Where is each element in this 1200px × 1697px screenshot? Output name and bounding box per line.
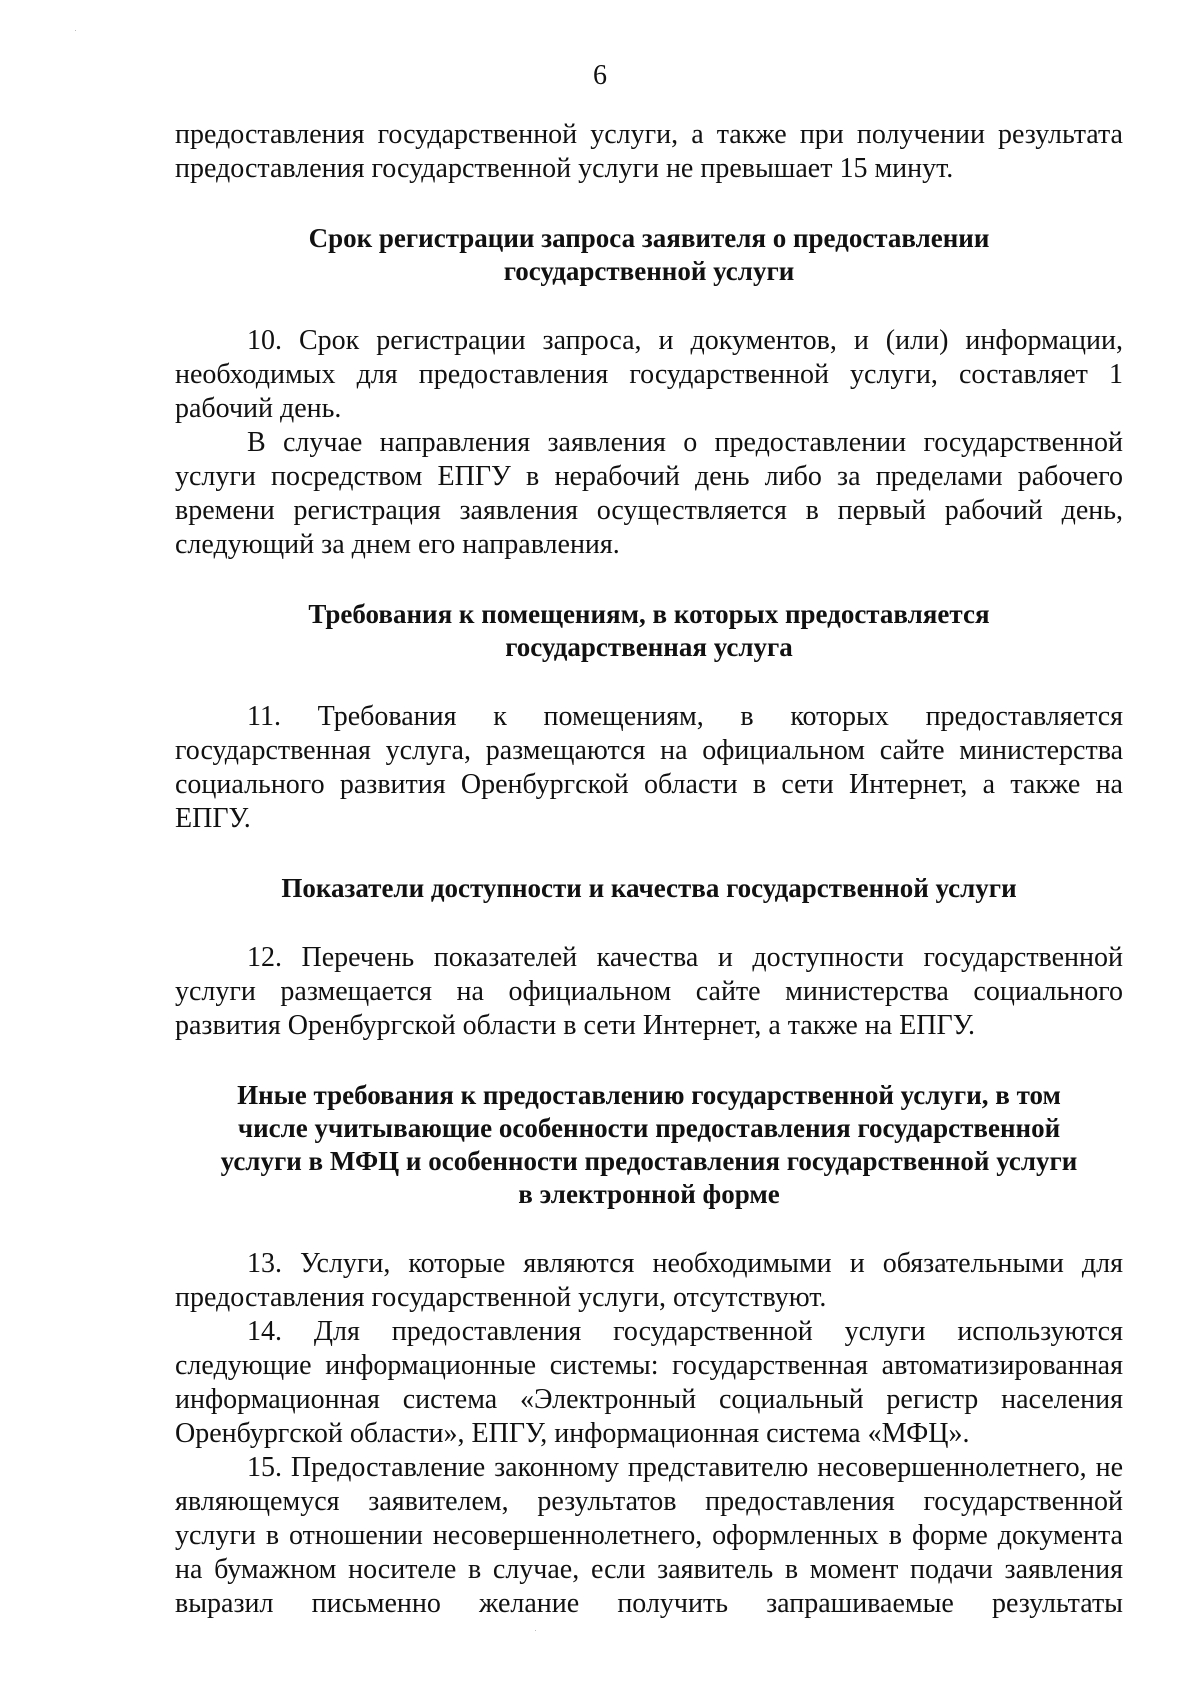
heading-line: Иные требования к предоставлению государственной услуги, в том xyxy=(237,1080,1061,1110)
document-body xyxy=(175,118,1123,1621)
paragraph-12: 12. Перечень показателей качества и доступности государственной услуги размещается на официальном сайте министерства социального развития Оренбургской области в сети Интернет, а также на ЕПГУ. xyxy=(175,942,1123,1041)
section-heading-accessibility-indicators xyxy=(175,872,1123,905)
paragraph-continuation: предоставления государственной услуги, а также при получении результата предоставления государственной услуги не превышает 15 минут. xyxy=(175,119,1123,184)
heading-line: услуги в МФЦ и особенности предоставления государственной услуги xyxy=(220,1146,1078,1176)
paragraph-10: 10. Срок регистрации запроса, и документов, и (или) информации, необходимых для предоставления государственной услуги, составляет 1 рабочий день. xyxy=(175,325,1123,424)
heading-line: Срок регистрации запроса заявителя о предоставлении xyxy=(308,223,990,253)
paragraph-10-continued: В случае направления заявления о предоставлении государственной услуги посредством ЕПГУ в нерабочий день либо за пределами рабочего времени регистрация заявления осуществляется в первый рабочий день, следующий за днем его направления. xyxy=(175,427,1123,560)
scan-artifact xyxy=(75,30,76,31)
section-heading-registration-term xyxy=(175,222,1123,288)
page-number: 6 xyxy=(593,60,607,91)
paragraph-13: 13. Услуги, которые являются необходимыми и обязательными для предоставления государственной услуги, отсутствуют. xyxy=(175,1248,1123,1313)
section-heading-premises-requirements xyxy=(175,598,1123,664)
heading-line: в электронной форме xyxy=(518,1179,780,1209)
heading-line: числе учитывающие особенности предоставления государственной xyxy=(237,1113,1061,1143)
paragraph-14: 14. Для предоставления государственной услуги используются следующие информационные системы: государственная автоматизированная информационная система «Электронный социальный регистр населения Оренбургской области», ЕПГУ, информационная система «МФЦ». xyxy=(175,1316,1123,1449)
section-heading-other-requirements xyxy=(175,1079,1123,1211)
paragraph-15: 15. Предоставление законному представителю несовершеннолетнего, не являющемуся заявителем, результатов предоставления государственной услуги в отношении несовершеннолетнего, оформленных в форме документа на бумажном носителе в случае, если заявитель в момент подачи заявления выразил письменно желание получить запрашиваемые результаты xyxy=(175,1452,1123,1619)
heading-line: Показатели доступности и качества государственной услуги xyxy=(281,873,1017,903)
heading-line: Требования к помещениям, в которых предоставляется xyxy=(308,599,990,629)
paragraph-11: 11. Требования к помещениям, в которых предоставляется государственная услуга, размещаются на официальном сайте министерства социального развития Оренбургской области в сети Интернет, а также на ЕПГУ. xyxy=(175,701,1123,834)
scan-artifact xyxy=(535,1630,536,1631)
heading-line: государственной услуги xyxy=(503,256,795,286)
heading-line: государственная услуга xyxy=(505,632,793,662)
